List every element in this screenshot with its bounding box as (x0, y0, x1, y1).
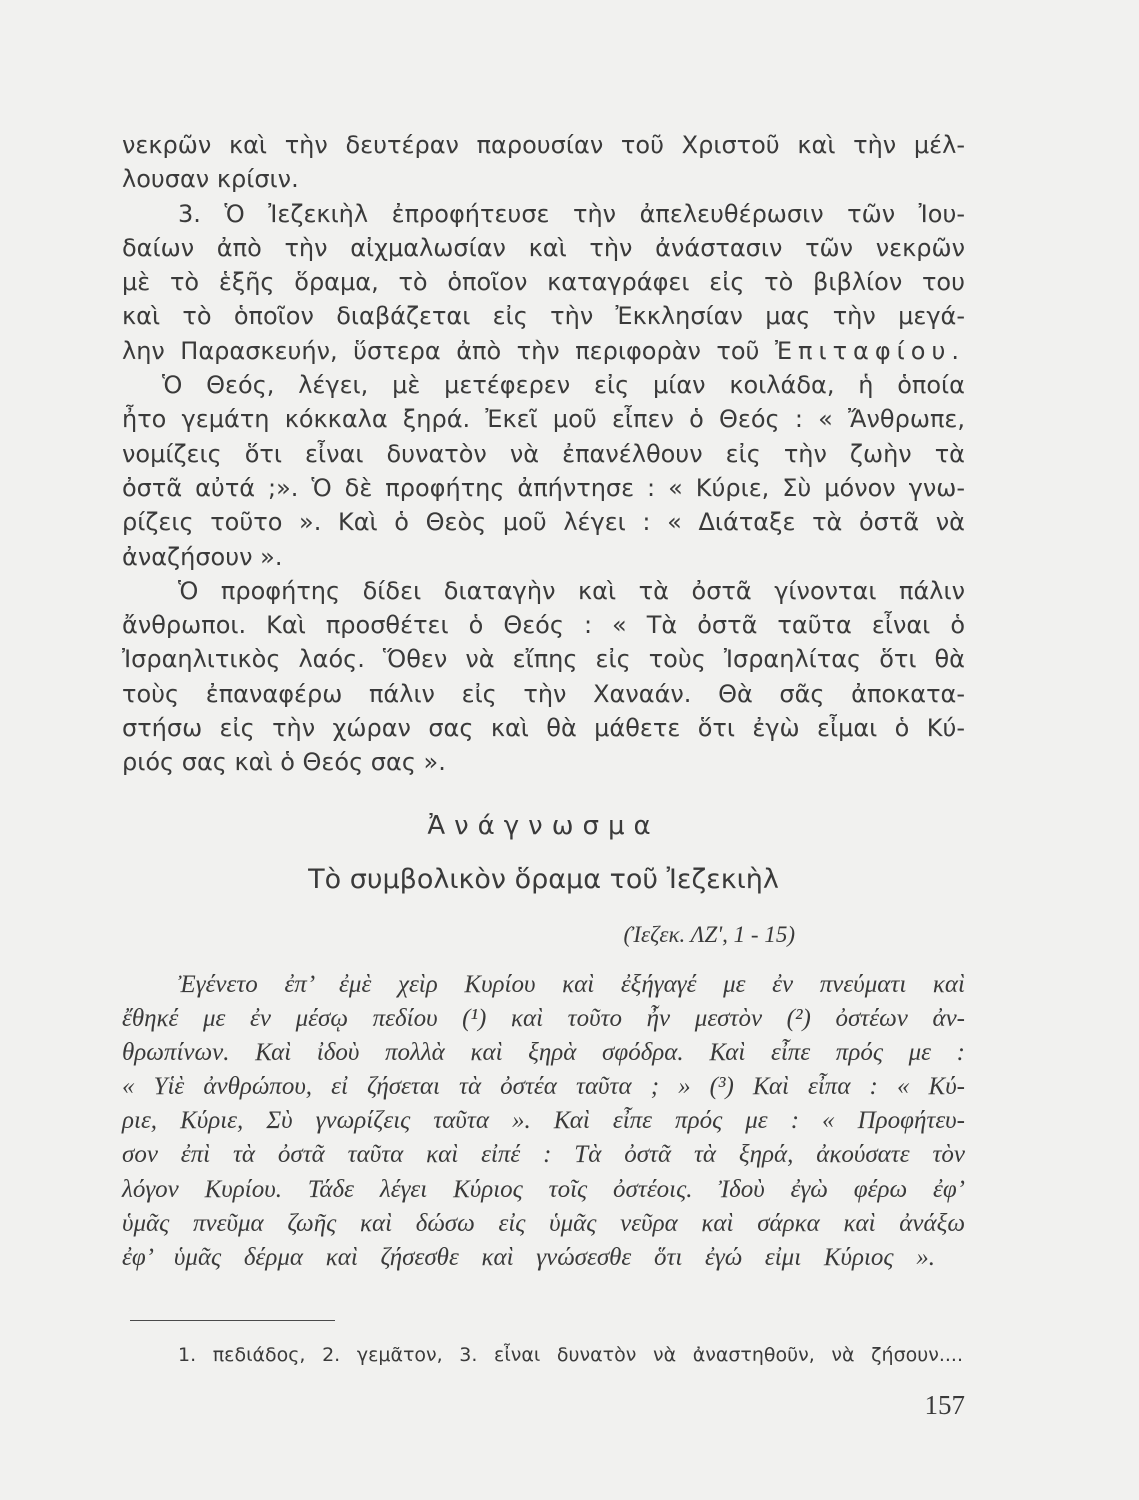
letterspaced-word: Ἐπιταφίου. (774, 336, 965, 365)
text-line: δαίων ἀπὸ τὴν αἰχμαλωσίαν καὶ τὴν ἀνάστασιν τῶν νεκρῶν (122, 233, 965, 262)
text-line: ἀναζήσουν ». (122, 542, 283, 571)
text-line: ρίζεις τοῦτο ». Καὶ ὁ Θεὸς μοῦ λέγει : « Διάταξε τὰ ὀστᾶ νὰ (122, 508, 965, 537)
text-line: νεκρῶν καὶ τὴν δευτέραν παρουσίαν τοῦ Χριστοῦ καὶ τὴν μέλ- (122, 131, 965, 159)
text-line-segment: λην Παρασκευήν, ὕστερα ἀπὸ τὴν περιφορὰν τοῦ (122, 336, 775, 365)
reading-line: ὑμᾶς πνεῦμα ζωῆς καὶ δώσω εἰς ὑμᾶς νεῦρα καὶ σάρκα καὶ ἀνάξω (122, 1209, 965, 1237)
reading-line: ἐφ’ ὑμᾶς δέρμα καὶ ζήσεσθε καὶ γνώσεσθε ὅτι ἐγώ εἰμι Κύριος ». (122, 1243, 935, 1271)
text-line: λουσαν κρίσιν. (122, 165, 299, 194)
text-line: ἄνθρωποι. Καὶ προσθέτει ὁ Θεός : « Τὰ ὀστᾶ ταῦτα εἶναι ὁ (122, 611, 965, 640)
reading-line: θρωπίνων. Καὶ ἰδοὺ πολλὰ καὶ ξηρὰ σφόδρα. Καὶ εἶπε πρός με : (122, 1039, 965, 1067)
reading-text-block (122, 968, 965, 1275)
footnotes: 1. πεδιάδος, 2. γεμᾶτον, 3. εἶναι δυνατὸν νὰ ἀναστηθοῦν, νὰ ζήσουν.... (178, 1344, 963, 1366)
reading-line: ἔθηκέ με ἐν μέσῳ πεδίου (¹) καὶ τοῦτο ἦν μεστὸν (²) ὀστέων ἀν- (122, 1005, 965, 1033)
text-line: Ὁ προφήτης δίδει διαταγὴν καὶ τὰ ὀστᾶ γίνονται πάλιν (178, 576, 965, 605)
text-line: τοὺς ἐπαναφέρω πάλιν εἰς τὴν Χαναάν. Θὰ σᾶς ἀποκατα- (122, 679, 965, 708)
main-text-block (122, 128, 965, 780)
reading-line: ριε, Κύριε, Σὺ γνωρίζεις ταῦτα ». Καὶ εἶπε πρός με : « Προφήτευ- (122, 1107, 965, 1135)
text-line: καὶ τὸ ὁποῖον διαβάζεται εἰς τὴν Ἐκκλησίαν μας τὴν μεγά- (122, 302, 965, 331)
reading-line: λόγον Κυρίου. Τάδε λέγει Κύριος τοῖς ὀστέοις. Ἰδοὺ ἐγὼ φέρω ἐφ’ (122, 1175, 965, 1203)
text-line: ἦτο γεμάτη κόκκαλα ξηρά. Ἐκεῖ μοῦ εἶπεν ὁ Θεός : « Ἄνθρωπε, (122, 405, 965, 434)
reading-title: Τὸ συμβολικὸν ὅραμα τοῦ Ἰεζεκιὴλ (308, 864, 779, 895)
text-line (122, 334, 965, 368)
footnote-divider (130, 1320, 335, 1321)
text-line: 3. Ὁ Ἰεζεκιὴλ ἐπροφήτευσε τὴν ἀπελευθέρωσιν τῶν Ἰου- (178, 199, 965, 228)
text-line: νομίζεις ὅτι εἶναι δυνατὸν νὰ ἐπανέλθουν εἰς τὴν ζωὴν τὰ (122, 439, 965, 468)
reading-line: σον ἐπὶ τὰ ὀστᾶ ταῦτα καὶ εἰπέ : Τὰ ὀστᾶ τὰ ξηρά, ἀκούσατε τὸν (122, 1141, 965, 1169)
reading-heading: Ἀνάγνωσμα (427, 811, 660, 841)
scripture-reference: (Ἰεζεκ. ΛΖ', 1 - 15) (623, 922, 795, 947)
text-line: ριός σας καὶ ὁ Θεός σας ». (122, 748, 446, 777)
text-line: Ὁ Θεός, λέγει, μὲ μετέφερεν εἰς μίαν κοιλάδα, ἡ ὁποία (162, 371, 965, 400)
text-line: ὀστᾶ αὐτά ;». Ὁ δὲ προφήτης ἀπήντησε : « Κύριε, Σὺ μόνον γνω- (122, 473, 965, 502)
reading-line: Ἐγένετο ἐπ’ ἐμὲ χεὶρ Κυρίου καὶ ἐξήγαγέ με ἐν πνεύματι καὶ (178, 971, 965, 998)
text-line: Ἰσραηλιτικὸς λαός. Ὅθεν νὰ εἴπης εἰς τοὺς Ἰσραηλίτας ὅτι θὰ (122, 645, 965, 674)
text-line: μὲ τὸ ἑξῆς ὅραμα, τὸ ὁποῖον καταγράφει εἰς τὸ βιβλίον του (122, 268, 965, 297)
text-line: στήσω εἰς τὴν χώραν σας καὶ θὰ μάθετε ὅτι ἐγὼ εἶμαι ὁ Κύ- (122, 714, 965, 743)
reading-line: « Υἱὲ ἀνθρώπου, εἰ ζήσεται τὰ ὀστέα ταῦτα ; » (³) Καὶ εἶπα : « Κύ- (122, 1073, 965, 1101)
page-number: 157 (924, 1390, 965, 1420)
